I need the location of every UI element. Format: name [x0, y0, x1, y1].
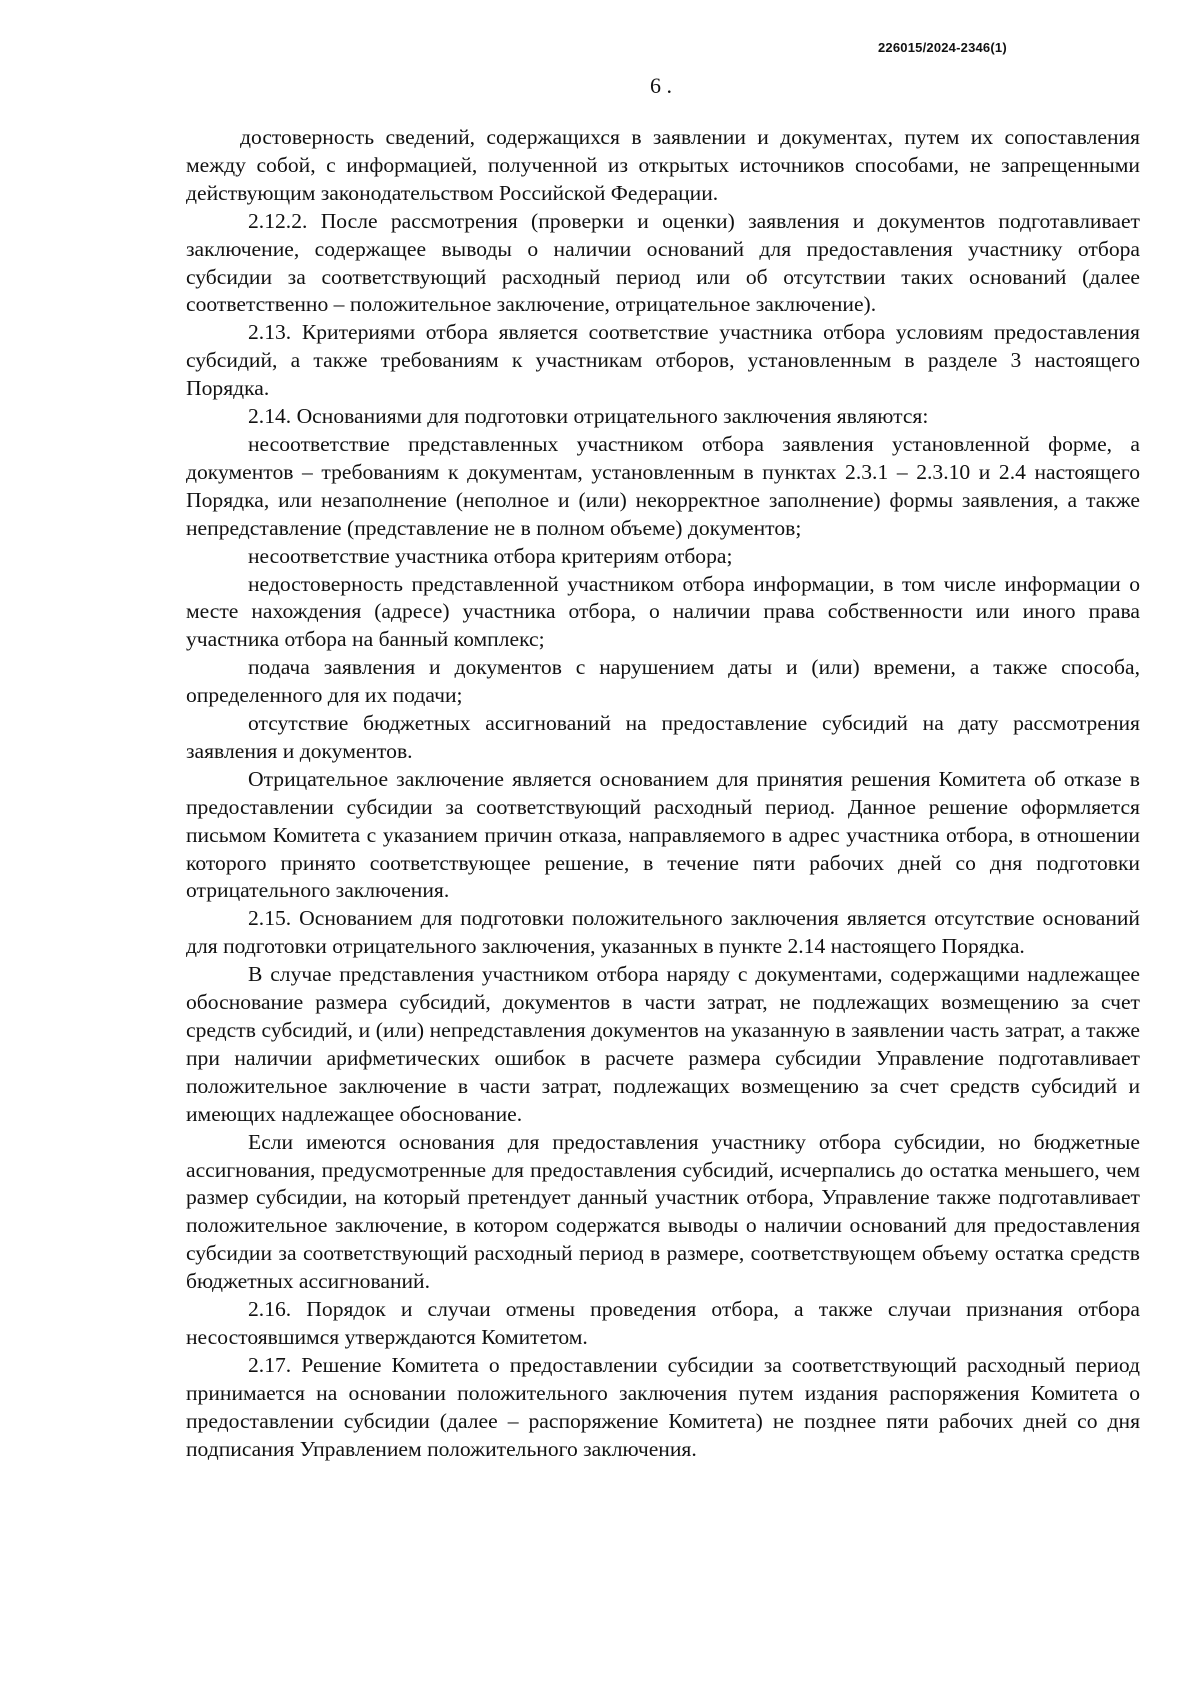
document-registration-number: 226015/2024-2346(1) [878, 40, 1007, 55]
paragraph-2-16: 2.16. Порядок и случаи отмены проведения отбора, а также случаи признания отбора несостоявшимся утверждаются Комитетом. [186, 1297, 1140, 1349]
paragraph-2-13: 2.13. Критериями отбора является соответствие участника отбора условиям предоставления субсидий, а также требованиям к участникам отборов, установленным в разделе 3 настоящего Порядка. [186, 320, 1140, 401]
paragraph-remaining-budget: Если имеются основания для предоставления участнику отбора субсидии, но бюджетные ассигнования, предусмотренные для предоставления субсидий, исчерпались до остатка меньшего, чем размер субсидии, на который претендует данный участник отбора, Управление также подготавливает положительное заключение, в котором содержатся выводы о наличии оснований для предоставления субсидии за соответствующий расходный период в размере, соответствующем объему остатка средств бюджетных ассигнований. [186, 1129, 1140, 1294]
list-item-criteria-mismatch: несоответствие участника отбора критериям отбора; [248, 543, 733, 568]
paragraph-2-17: 2.17. Решение Комитета о предоставлении субсидии за соответствующий расходный период принимается на основании положительного заключения путем издания распоряжения Комитета о предоставлении субсидии (далее – распоряжение Комитета) не позднее пяти рабочих дней со дня подписания Управлением положительного заключения. [186, 1352, 1140, 1461]
paragraph-2-15: 2.15. Основанием для подготовки положительного заключения является отсутствие оснований для подготовки отрицательного заключения, указанных в пункте 2.14 настоящего Порядка. [186, 906, 1140, 959]
list-item-form-mismatch: несоответствие представленных участником отбора заявления установленной форме, а документов – требованиям к документам, установленным в пунктах 2.3.1 – 2.3.10 и 2.4 настоящего Порядка, или незаполнение (неполное и (или) некорректное заполнение) формы заявления, а также непредставление (представление не в полном объеме) документов; [186, 431, 1140, 540]
list-item-late-submission: подача заявления и документов с нарушением даты и (или) времени, а также способа, определенного для их подачи; [186, 655, 1140, 708]
list-item-no-budget: отсутствие бюджетных ассигнований на предоставление субсидий на дату рассмотрения заявления и документов. [186, 711, 1140, 763]
list-item-unreliable-info: недостоверность представленной участником отбора информации, в том числе информации о месте нахождения (адресе) участника отбора, о наличии права собственности или иного права участника отбора на банный комплекс; [186, 571, 1140, 652]
paragraph-partial-documents: В случае представления участником отбора наряду с документами, содержащими надлежащее обоснование размера субсидий, документов в части затрат, не подлежащих возмещению за счет средств субсидий, и (или) непредставления документов на указанную в заявлении часть затрат, а также при наличии арифметических ошибок в расчете размера субсидии Управление подготавливает положительное заключение в части затрат, подлежащих возмещению за счет средств субсидий и имеющих надлежащее обоснование. [186, 962, 1140, 1126]
paragraph-2-14: 2.14. Основаниями для подготовки отрицательного заключения являются: [248, 404, 929, 429]
page-number: 6 . [650, 73, 672, 98]
paragraph-continuation: достоверность сведений, содержащихся в заявлении и документах, путем их сопоставления между собой, с информацией, полученной из открытых источников способами, не запрещенными действующим законодательством Российской Федерации. [186, 125, 1140, 205]
paragraph-2-12-2: 2.12.2. После рассмотрения (проверки и оценки) заявления и документов подготавливает заключение, содержащее выводы о наличии оснований для предоставления участнику отбора субсидии за соответствующий расходный период или об отсутствии таких оснований (далее соответственно – положительное заключение, отрицательное заключение). [186, 208, 1140, 317]
paragraph-negative-conclusion: Отрицательное заключение является основанием для принятия решения Комитета об отказе в предоставлении субсидии за соответствующий расходный период. Данное решение оформляется письмом Комитета с указанием причин отказа, направляемого в адрес участника отбора, в отношении которого принято соответствующее решение, в течение пяти рабочих дней со дня подготовки отрицательного заключения. [186, 766, 1140, 903]
document-body [186, 124, 1140, 1464]
